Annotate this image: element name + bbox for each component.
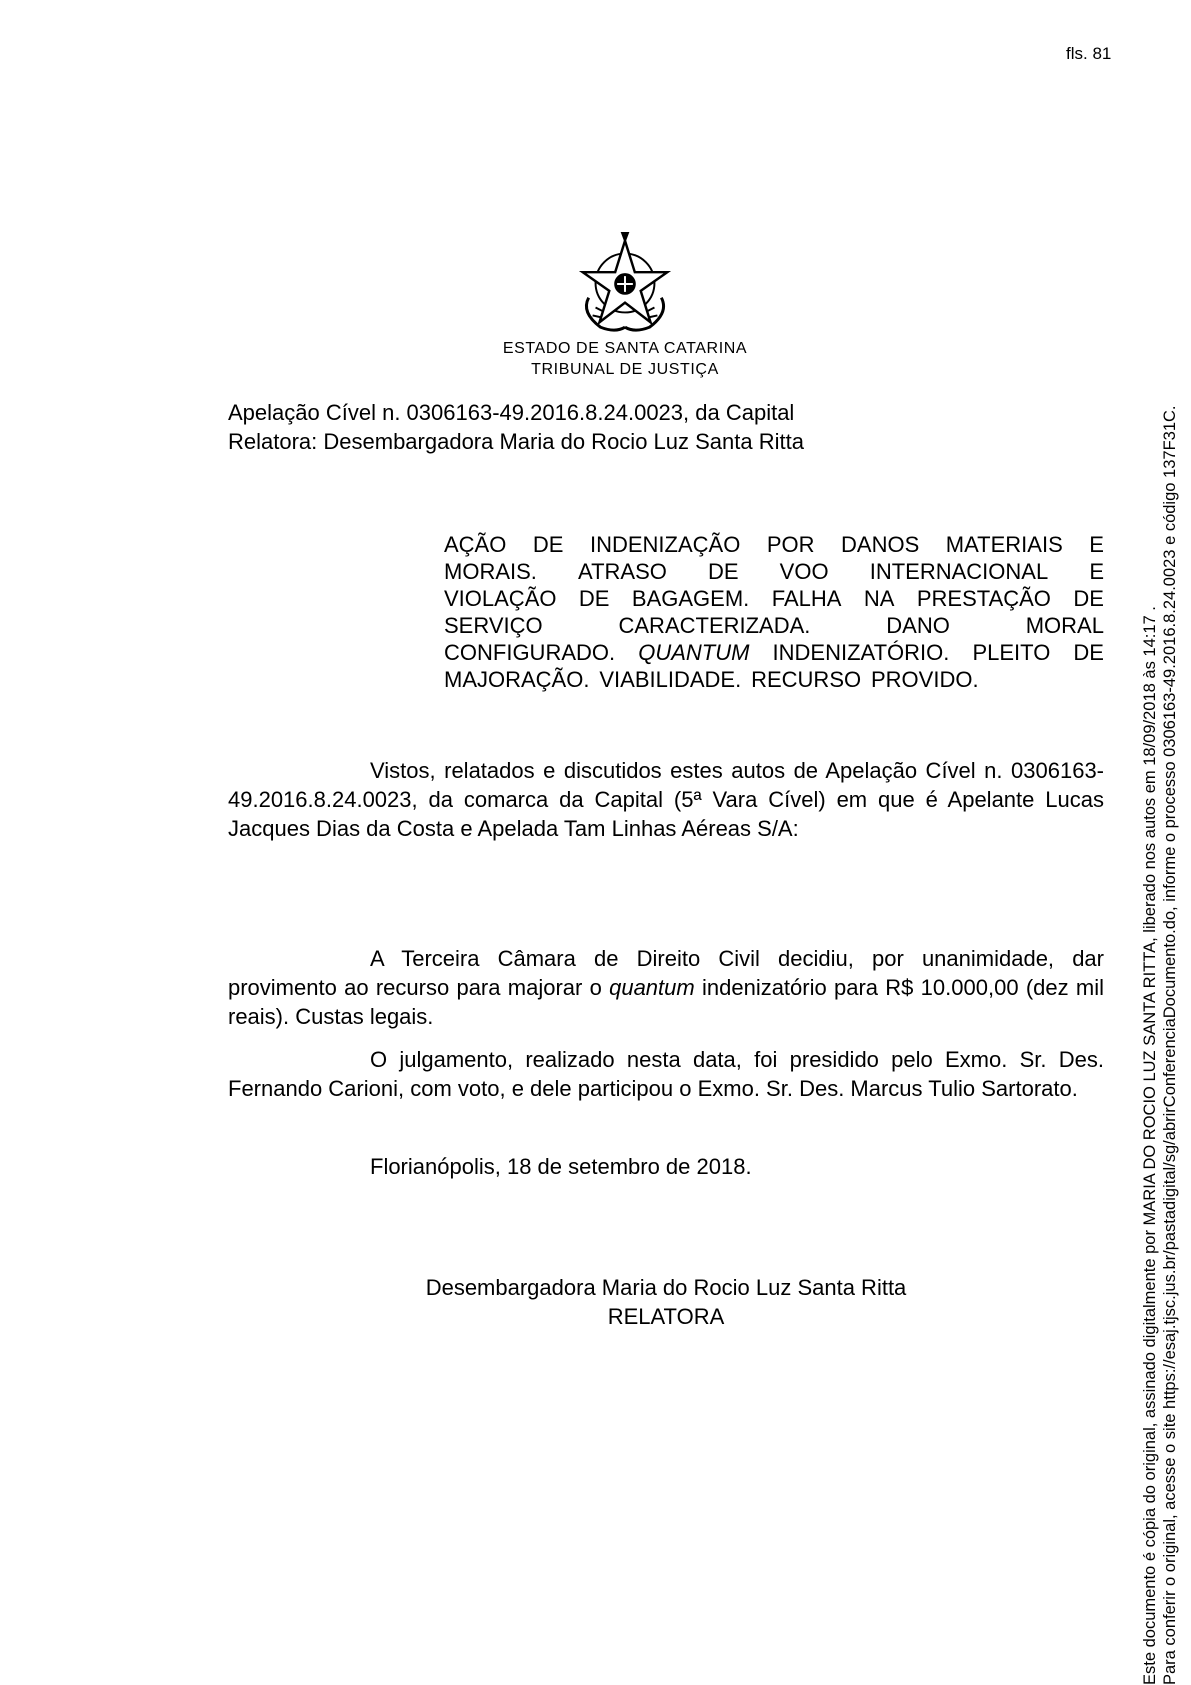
ementa-word: DE (1073, 586, 1104, 611)
ementa-line-2 (444, 558, 1104, 585)
ementa-word: MATERIAIS (945, 532, 1063, 557)
signature-name: Desembargadora Maria do Rocio Luz Santa Ritta (425, 1275, 907, 1300)
ementa-line-6 (444, 666, 1104, 693)
judgment-text: O julgamento, realizado nesta data, foi presidido pelo Exmo. Sr. Des. Fernando Carioni, com voto, e dele participou o Exmo. Sr. Des. Marcus Tulio Sartorato. (228, 1047, 1104, 1101)
ementa-word: PRESTAÇÃO (916, 586, 1051, 611)
coat-of-arms-icon (571, 228, 679, 338)
ementa-word: DE (532, 532, 564, 557)
ementa-line-3 (444, 585, 1104, 612)
court-header (480, 228, 770, 380)
page-number: fls. 81 (1066, 44, 1112, 63)
case-reporter: Relatora: Desembargadora Maria do Rocio Luz Santa Ritta (228, 429, 804, 454)
ementa-word: SERVIÇO (444, 613, 543, 638)
decision-text-italic: quantum (609, 975, 695, 1000)
vistos-paragraph (228, 756, 1104, 843)
signature-block (380, 1273, 952, 1331)
ementa-word: RECURSO (751, 667, 862, 692)
ementa-word: VOO (779, 559, 829, 584)
ementa-word-italic: QUANTUM (638, 640, 750, 665)
ementa-word: ATRASO (578, 559, 667, 584)
ementa-word: VIABILIDADE. (599, 667, 742, 692)
date-line: Florianópolis, 18 de setembro de 2018. (370, 1154, 752, 1179)
authenticity-note (1140, 275, 1180, 1685)
ementa-word: E (1089, 559, 1104, 584)
ementa-word: INTERNACIONAL (869, 559, 1049, 584)
ementa-word: CONFIGURADO. (444, 640, 616, 665)
ementa-word: AÇÃO (444, 532, 507, 557)
ementa-word: PLEITO (972, 640, 1051, 665)
ementa-word: NA (863, 586, 895, 611)
ementa-summary (444, 531, 1104, 693)
ementa-line-4 (444, 612, 1104, 639)
ementa-word: CARACTERIZADA. (618, 613, 811, 638)
judgment-paragraph (228, 1045, 1104, 1103)
ementa-line-5 (444, 639, 1104, 666)
vistos-text: Vistos, relatados e discutidos estes autos de Apelação Cível n. 0306163-49.2016.8.24.0023, da comarca da Capital (5ª Vara Cível) em que é Apelante Lucas Jacques Dias da Costa e Apelada Tam Linhas Aéreas S/A: (228, 758, 1104, 841)
state-name: ESTADO DE SANTA CATARINA (502, 340, 748, 357)
ementa-line-1 (444, 531, 1104, 558)
authenticity-note-line-2: Para conferir o original, acesse o site https://esaj.tjsc.jus.br/pastadigital/sg/abrirConferenciaDocumento.do, informe o processo 0306163-49.2016.8.24.0023 e código 137F31C. (1161, 405, 1179, 1685)
ementa-word: FALHA (771, 586, 842, 611)
ementa-word: INDENIZAÇÃO (589, 532, 741, 557)
ementa-word: MAJORAÇÃO. (444, 667, 590, 692)
ementa-word: BAGAGEM. (631, 586, 750, 611)
ementa-word: E (1089, 532, 1104, 557)
decision-text-part-2: indenizatório para R$ 10.000,00 (dez mil reais). Custas legais. (228, 975, 1104, 1029)
decision-text-part-1: A Terceira Câmara de Direito Civil decidiu, por unanimidade, dar provimento ao recurso para majorar o (228, 946, 1104, 1000)
ementa-word: POR (766, 532, 815, 557)
ementa-word: DANO (886, 613, 950, 638)
signature-role: RELATORA (607, 1304, 725, 1329)
case-header (228, 398, 804, 456)
authenticity-note-line-1: Este documento é cópia do original, assinado digitalmente por MARIA DO ROCIO LUZ SANTA RITTA, liberado nos autos em 18/09/2018 às 14:17 . (1141, 606, 1159, 1685)
court-name: TRIBUNAL DE JUSTIÇA (531, 361, 719, 378)
ementa-word: VIOLAÇÃO (444, 586, 557, 611)
ementa-word: DE (1073, 640, 1104, 665)
ementa-word: DE (707, 559, 739, 584)
ementa-word: MORAL (1025, 613, 1104, 638)
case-title: Apelação Cível n. 0306163-49.2016.8.24.0023, da Capital (228, 400, 795, 425)
ementa-word: DE (578, 586, 610, 611)
ementa-word: INDENIZATÓRIO. (772, 640, 950, 665)
ementa-word: PROVIDO. (871, 667, 979, 692)
ementa-word: DANOS (841, 532, 920, 557)
decision-paragraph (228, 944, 1104, 1031)
ementa-word: MORAIS. (444, 559, 537, 584)
